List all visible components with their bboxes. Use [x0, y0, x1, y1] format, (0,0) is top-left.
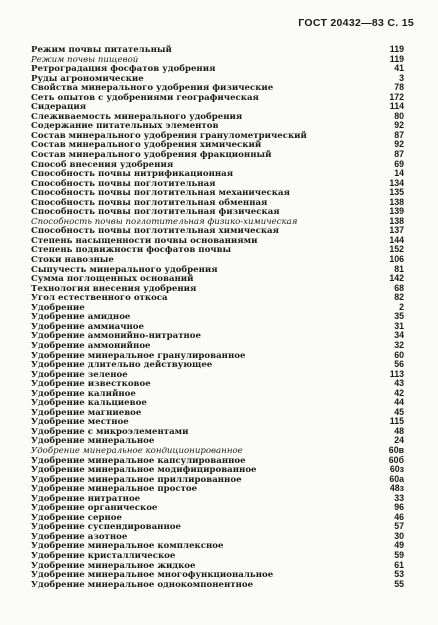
index-page-number: 30 — [394, 530, 404, 541]
index-page-number: 96 — [394, 502, 404, 513]
index-page-number: 59 — [394, 549, 404, 560]
index-term: Удобрение азотное — [31, 531, 128, 542]
index-page-number: 81 — [394, 263, 404, 274]
index-entry — [31, 398, 404, 408]
index-page-number: 87 — [394, 149, 404, 160]
index-term: Удобрение минеральное — [31, 436, 155, 447]
index-entry — [31, 226, 404, 236]
index-page-number: 43 — [394, 378, 404, 389]
index-entry — [31, 456, 404, 466]
index-entry — [31, 541, 404, 551]
index-term: Способность почвы поглотительная физико-химическая — [31, 216, 298, 227]
index-term: Удобрение с микроэлементами — [31, 426, 189, 437]
index-page-number: 142 — [389, 273, 404, 284]
index-term: Способность почвы поглотительная химическая — [31, 226, 279, 237]
index-page-number: 46 — [394, 511, 404, 522]
page-header: ГОСТ 20432—83 С. 15 — [298, 17, 414, 29]
index-term: Слеживаемость минерального удобрения — [31, 111, 243, 122]
index-term: Состав минерального удобрения фракционный — [31, 150, 272, 161]
index-term: Удобрение минеральное модифицированное — [31, 465, 257, 476]
index-entry — [31, 389, 404, 399]
index-entry — [31, 551, 404, 561]
index-term: Удобрение аммонийно-нитратное — [31, 331, 202, 342]
index-entry — [31, 561, 404, 571]
index-entry — [31, 417, 404, 427]
index-entry — [31, 121, 404, 131]
index-page-number: 113 — [389, 368, 404, 379]
index-page-number: 60а — [389, 473, 404, 484]
index-page-number: 87 — [394, 129, 404, 140]
index-entry — [31, 484, 404, 494]
index-entry — [31, 532, 404, 542]
index-term: Удобрение минеральное гранулированное — [31, 350, 246, 361]
index-term: Удобрение минеральное кондиционированное — [31, 445, 243, 456]
index-entry — [31, 465, 404, 475]
index-term: Способность почвы поглотительная — [31, 178, 216, 189]
index-entry — [31, 284, 404, 294]
index-term: Удобрение минеральное жидкое — [31, 560, 196, 571]
index-page-number: 80 — [394, 110, 404, 121]
index-entry — [31, 236, 404, 246]
index-entry — [31, 570, 404, 580]
index-term: Стоки навозные — [31, 255, 114, 266]
index-entry — [31, 580, 404, 590]
index-entry — [31, 64, 404, 74]
index-entry — [31, 160, 404, 170]
index-page-number: 33 — [394, 492, 404, 503]
index-term: Удобрение серное — [31, 512, 122, 523]
index-term: Режим почвы пищевой — [31, 54, 139, 65]
index-page-number: 115 — [389, 416, 404, 427]
index-term: Сумма поглощенных оснований — [31, 274, 194, 285]
index-page-number: 2 — [399, 301, 404, 312]
index-entry — [31, 198, 404, 208]
index-entry — [31, 379, 404, 389]
index-entry — [31, 322, 404, 332]
index-term: Сеть опытов с удобрениями географическая — [31, 92, 259, 103]
index-page-number: 32 — [394, 339, 404, 350]
index-term: Удобрение местное — [31, 417, 129, 428]
index-entry — [31, 150, 404, 160]
index-entry — [31, 102, 404, 112]
index-page-number: 31 — [394, 320, 404, 331]
index-page-number: 135 — [389, 187, 404, 198]
index-entry — [31, 179, 404, 189]
index-entry — [31, 427, 404, 437]
index-term: Удобрение известковое — [31, 379, 151, 390]
index-term: Ретроградация фосфатов удобрения — [31, 64, 216, 75]
index-term: Степень насыщенности почвы основаниями — [31, 235, 258, 246]
index-entry — [31, 93, 404, 103]
index-term: Удобрение органическое — [31, 503, 158, 514]
index-page-number: 92 — [394, 139, 404, 150]
index-page-number: 119 — [389, 53, 404, 64]
index-page-number: 114 — [389, 101, 404, 112]
index-entry — [31, 522, 404, 532]
index-term: Удобрение калийное — [31, 388, 136, 399]
index-page-number: 48 — [394, 425, 404, 436]
index-page-number: 24 — [394, 435, 404, 446]
index-entry — [31, 312, 404, 322]
index-page-number: 139 — [389, 206, 404, 217]
index-page-number: 34 — [394, 330, 404, 341]
index-page-number: 57 — [394, 521, 404, 532]
index-term: Удобрение минеральное приллированное — [31, 474, 242, 485]
index-term: Технология внесения удобрения — [31, 283, 197, 294]
index-term: Удобрение минеральное многофункциональное — [31, 570, 274, 581]
index-entry — [31, 475, 404, 485]
index-entry — [31, 169, 404, 179]
index-entry — [31, 408, 404, 418]
index-page-number: 60в — [388, 444, 404, 455]
index-entry — [31, 45, 404, 55]
index-term: Режим почвы питательный — [31, 45, 172, 55]
index-entry — [31, 436, 404, 446]
index-page-number: 61 — [394, 559, 404, 570]
index-page-number: 60б — [388, 454, 404, 465]
index-entry — [31, 55, 404, 65]
index-page-number: 68 — [394, 282, 404, 293]
index-entry — [31, 274, 404, 284]
index-entry — [31, 112, 404, 122]
index-page-number: 41 — [394, 63, 404, 74]
index-entry — [31, 265, 404, 275]
index-entry — [31, 217, 404, 227]
index-page-number: 106 — [389, 254, 404, 265]
index-entry — [31, 360, 404, 370]
index-page-number: 92 — [394, 120, 404, 131]
index-entry — [31, 255, 404, 265]
index-term: Руды агрономические — [31, 73, 144, 84]
index-term: Удобрение нитратное — [31, 493, 141, 504]
index-term: Способ внесения удобрения — [31, 159, 174, 170]
index-term: Состав минерального удобрения химический — [31, 140, 262, 151]
index-entry — [31, 513, 404, 523]
index-page-number: 48з — [389, 483, 404, 494]
index-term: Удобрение кальциевое — [31, 398, 147, 409]
index-term: Свойства минерального удобрения физические — [31, 83, 274, 94]
index-term: Способность почвы поглотительная физическая — [31, 207, 280, 218]
index-term: Состав минерального удобрения гранулометрический — [31, 130, 307, 141]
index-term: Удобрение аммонийное — [31, 340, 151, 351]
index-page-number: 35 — [394, 311, 404, 322]
index-page-number: 42 — [394, 387, 404, 398]
index-term: Удобрение магниевое — [31, 407, 142, 418]
index-term: Степень подвижности фосфатов почвы — [31, 245, 232, 256]
index-page-number: 53 — [394, 569, 404, 580]
index-page-number: 60 — [394, 349, 404, 360]
index-page-number: 49 — [394, 540, 404, 551]
index-page-number: 60з — [389, 464, 404, 475]
index-page-number: 152 — [389, 244, 404, 255]
index-term: Удобрение аммиачное — [31, 321, 144, 332]
index-entry — [31, 303, 404, 313]
index-entry — [31, 331, 404, 341]
index-term: Способность почвы поглотительная механическая — [31, 188, 290, 199]
index-term: Угол естественного откоса — [31, 293, 168, 304]
index-term: Удобрение минеральное однокомпонентное — [31, 579, 254, 590]
index-term: Удобрение зеленое — [31, 369, 128, 380]
index-entry — [31, 188, 404, 198]
index-list — [31, 45, 404, 589]
index-page-number: 138 — [389, 196, 404, 207]
index-term: Удобрение минеральное комплексное — [31, 541, 224, 552]
index-term: Способность почвы нитрификационная — [31, 169, 234, 180]
index-page-number: 78 — [394, 82, 404, 93]
index-page-number: 82 — [394, 292, 404, 303]
index-entry — [31, 370, 404, 380]
index-term: Удобрение кристаллическое — [31, 550, 176, 561]
index-page-number: 144 — [389, 234, 404, 245]
index-entry — [31, 83, 404, 93]
index-page-number: 119 — [389, 44, 404, 54]
index-term: Сыпучесть минерального удобрения — [31, 264, 218, 275]
index-entry — [31, 140, 404, 150]
index-page-number: 172 — [389, 91, 404, 102]
index-page-number: 56 — [394, 359, 404, 370]
index-entry — [31, 74, 404, 84]
index-page-number: 45 — [394, 406, 404, 417]
index-page-number: 137 — [389, 225, 404, 236]
index-term: Сидерация — [31, 102, 87, 113]
index-entry — [31, 207, 404, 217]
index-page-number: 138 — [389, 215, 404, 226]
index-page-number: 69 — [394, 158, 404, 169]
index-entry — [31, 293, 404, 303]
index-entry — [31, 494, 404, 504]
index-entry — [31, 341, 404, 351]
index-page-number: 3 — [399, 72, 404, 83]
index-page-number: 44 — [394, 397, 404, 408]
index-term: Содержание питательных элементов — [31, 121, 219, 132]
index-entry — [31, 351, 404, 361]
index-entry — [31, 503, 404, 513]
index-term: Способность почвы поглотительная обменная — [31, 197, 268, 208]
index-page-number: 14 — [394, 168, 404, 179]
index-term: Удобрение амидное — [31, 312, 131, 323]
index-term: Удобрение длительно действующее — [31, 360, 213, 371]
index-entry — [31, 446, 404, 456]
index-entry — [31, 245, 404, 255]
index-term: Удобрение — [31, 302, 85, 313]
index-term: Удобрение минеральное капсулированное — [31, 455, 246, 466]
index-page-number: 134 — [389, 177, 404, 188]
index-page-number: 55 — [394, 578, 404, 589]
index-term: Удобрение минеральное простое — [31, 484, 198, 495]
index-term: Удобрение суспендированное — [31, 522, 181, 533]
